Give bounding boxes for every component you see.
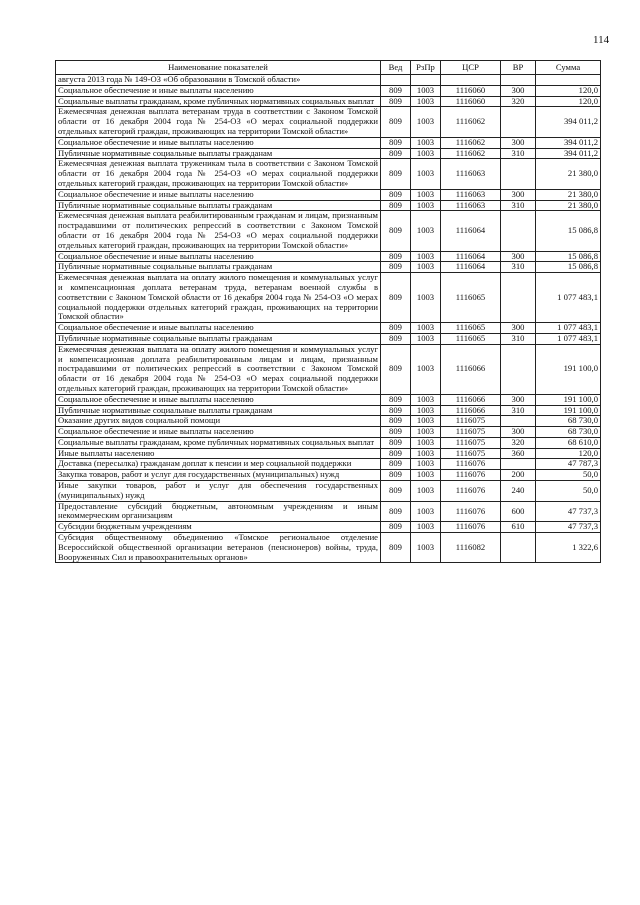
cell-vr <box>501 159 536 189</box>
cell-vr <box>501 273 536 323</box>
cell-rzpr: 1003 <box>411 481 441 502</box>
cell-sum: 15 086,8 <box>536 251 601 262</box>
cell-vr <box>501 75 536 86</box>
cell-rzpr: 1003 <box>411 200 441 211</box>
cell-name: Ежемесячная денежная выплата ветеранам труда в соответствии с Законом Томской области от 16 декабря 2004 года № 254-ОЗ «О мерах социальной поддержки отдельных категорий граждан, проживающих на территории Томской области» <box>56 107 381 137</box>
cell-csr: 1116075 <box>441 448 501 459</box>
cell-sum: 47 787,3 <box>536 459 601 470</box>
cell-rzpr: 1003 <box>411 459 441 470</box>
table-row <box>56 448 601 459</box>
cell-rzpr: 1003 <box>411 211 441 251</box>
cell-sum: 1 077 483,1 <box>536 333 601 344</box>
cell-ved <box>381 75 411 86</box>
cell-ved: 809 <box>381 85 411 96</box>
cell-rzpr: 1003 <box>411 427 441 438</box>
table-row <box>56 501 601 522</box>
cell-vr: 360 <box>501 448 536 459</box>
cell-vr: 600 <box>501 501 536 522</box>
cell-ved: 809 <box>381 148 411 159</box>
cell-name: Социальные выплаты гражданам, кроме публичных нормативных социальных выплат <box>56 437 381 448</box>
cell-csr: 1116062 <box>441 148 501 159</box>
header-sum: Сумма <box>536 61 601 75</box>
cell-csr: 1116065 <box>441 323 501 334</box>
cell-csr: 1116062 <box>441 137 501 148</box>
cell-rzpr: 1003 <box>411 137 441 148</box>
cell-sum: 47 737,3 <box>536 501 601 522</box>
cell-sum: 191 100,0 <box>536 344 601 394</box>
cell-csr: 1116060 <box>441 85 501 96</box>
cell-sum: 68 730,0 <box>536 427 601 438</box>
cell-vr: 310 <box>501 262 536 273</box>
cell-name: Социальное обеспечение и иные выплаты населению <box>56 85 381 96</box>
cell-rzpr: 1003 <box>411 448 441 459</box>
cell-sum: 120,0 <box>536 85 601 96</box>
table-row <box>56 107 601 137</box>
table-row <box>56 481 601 502</box>
cell-name: Публичные нормативные социальные выплаты гражданам <box>56 200 381 211</box>
cell-ved: 809 <box>381 437 411 448</box>
cell-ved: 809 <box>381 333 411 344</box>
cell-name: Ежемесячная денежная выплата реабилитированным гражданам и лицам, признанным пострадавшими от политических репрессий в соответствии с Законом Томской области от 16 декабря 2004 года № 254-ОЗ «О мерах социальной поддержки отдельных категорий граждан, проживающих на территории Томской области» <box>56 211 381 251</box>
table-row <box>56 333 601 344</box>
table-row <box>56 323 601 334</box>
cell-rzpr: 1003 <box>411 522 441 533</box>
page-number: 114 <box>593 34 610 46</box>
cell-vr <box>501 416 536 427</box>
cell-vr <box>501 533 536 563</box>
cell-csr: 1116064 <box>441 211 501 251</box>
cell-csr: 1116075 <box>441 416 501 427</box>
cell-vr: 610 <box>501 522 536 533</box>
cell-sum: 21 380,0 <box>536 200 601 211</box>
cell-ved: 809 <box>381 470 411 481</box>
cell-ved: 809 <box>381 501 411 522</box>
cell-rzpr: 1003 <box>411 85 441 96</box>
cell-csr: 1116065 <box>441 333 501 344</box>
cell-ved: 809 <box>381 211 411 251</box>
table-row <box>56 262 601 273</box>
cell-vr: 300 <box>501 394 536 405</box>
cell-name: Оказание других видов социальной помощи <box>56 416 381 427</box>
header-csr: ЦСР <box>441 61 501 75</box>
cell-ved: 809 <box>381 200 411 211</box>
cell-ved: 809 <box>381 394 411 405</box>
cell-name: Социальное обеспечение и иные выплаты населению <box>56 251 381 262</box>
cell-rzpr: 1003 <box>411 96 441 107</box>
cell-sum: 50,0 <box>536 481 601 502</box>
cell-rzpr: 1003 <box>411 262 441 273</box>
cell-name: Ежемесячная денежная выплата на оплату жилого помещения и коммунальных услуг и компенсационная доплата реабилитированным лицам и лицам, признанным пострадавшими от политических репрессий в соответствии с Законом Томской области от 16 декабря 2004 года № 254-ОЗ «О мерах социальной поддержки отдельных категорий граждан, проживающих на территории Томской области» <box>56 344 381 394</box>
cell-rzpr: 1003 <box>411 273 441 323</box>
cell-name: Субсидия общественному объединению «Томское региональное отделение Всероссийской общественной организации ветеранов (пенсионеров) войны, труда, Вооруженных Сил и правоохранительных органов» <box>56 533 381 563</box>
cell-sum: 50,0 <box>536 470 601 481</box>
cell-rzpr: 1003 <box>411 323 441 334</box>
cell-vr <box>501 344 536 394</box>
cell-name: Предоставление субсидий бюджетным, автономным учреждениям и иным некоммерческим организациям <box>56 501 381 522</box>
cell-sum: 21 380,0 <box>536 189 601 200</box>
cell-rzpr: 1003 <box>411 333 441 344</box>
cell-name: Ежемесячная денежная выплата на оплату жилого помещения и коммунальных услуг и компенсационная доплата ветеранам труда, ветеранам военной службы в соответствии с Законом Томской области от 16 декабря 2004 года № 254-ОЗ «О мерах социальной поддержки отдельных категорий граждан, проживающих на территории Томской области» <box>56 273 381 323</box>
cell-csr: 1116066 <box>441 405 501 416</box>
cell-ved: 809 <box>381 522 411 533</box>
cell-csr: 1116063 <box>441 200 501 211</box>
cell-csr: 1116076 <box>441 481 501 502</box>
header-rzpr: РзПр <box>411 61 441 75</box>
cell-csr: 1116063 <box>441 189 501 200</box>
cell-vr: 310 <box>501 200 536 211</box>
table-body <box>56 75 601 563</box>
cell-csr: 1116063 <box>441 159 501 189</box>
cell-ved: 809 <box>381 159 411 189</box>
cell-sum: 120,0 <box>536 96 601 107</box>
cell-sum: 47 737,3 <box>536 522 601 533</box>
cell-name: Социальные выплаты гражданам, кроме публичных нормативных социальных выплат <box>56 96 381 107</box>
cell-sum: 15 086,8 <box>536 262 601 273</box>
cell-csr: 1116082 <box>441 533 501 563</box>
cell-rzpr: 1003 <box>411 148 441 159</box>
table-row <box>56 148 601 159</box>
header-vr: ВР <box>501 61 536 75</box>
cell-sum: 394 011,2 <box>536 148 601 159</box>
cell-vr <box>501 107 536 137</box>
cell-ved: 809 <box>381 416 411 427</box>
cell-csr: 1116076 <box>441 470 501 481</box>
cell-rzpr: 1003 <box>411 533 441 563</box>
cell-csr: 1116065 <box>441 273 501 323</box>
cell-name: Публичные нормативные социальные выплаты гражданам <box>56 148 381 159</box>
table-row <box>56 251 601 262</box>
cell-ved: 809 <box>381 251 411 262</box>
cell-ved: 809 <box>381 323 411 334</box>
table-row <box>56 470 601 481</box>
table-row <box>56 394 601 405</box>
cell-sum: 394 011,2 <box>536 107 601 137</box>
cell-vr <box>501 211 536 251</box>
cell-csr <box>441 75 501 86</box>
table-row <box>56 522 601 533</box>
table-row <box>56 85 601 96</box>
cell-rzpr: 1003 <box>411 251 441 262</box>
cell-vr: 310 <box>501 405 536 416</box>
cell-ved: 809 <box>381 481 411 502</box>
table-row <box>56 405 601 416</box>
cell-ved: 809 <box>381 533 411 563</box>
cell-vr: 310 <box>501 333 536 344</box>
cell-csr: 1116076 <box>441 501 501 522</box>
table-row <box>56 75 601 86</box>
cell-ved: 809 <box>381 459 411 470</box>
cell-rzpr: 1003 <box>411 501 441 522</box>
cell-ved: 809 <box>381 344 411 394</box>
table-row <box>56 159 601 189</box>
cell-rzpr: 1003 <box>411 189 441 200</box>
cell-name: Социальное обеспечение и иные выплаты населению <box>56 394 381 405</box>
cell-name: Закупка товаров, работ и услуг для государственных (муниципальных) нужд <box>56 470 381 481</box>
header-name: Наименование показателей <box>56 61 381 75</box>
cell-name: Иные выплаты населению <box>56 448 381 459</box>
cell-rzpr: 1003 <box>411 394 441 405</box>
cell-rzpr: 1003 <box>411 344 441 394</box>
cell-sum: 1 077 483,1 <box>536 323 601 334</box>
cell-csr: 1116076 <box>441 522 501 533</box>
cell-vr: 300 <box>501 251 536 262</box>
cell-csr: 1116066 <box>441 344 501 394</box>
cell-vr: 300 <box>501 323 536 334</box>
budget-table <box>55 60 601 563</box>
cell-sum: 120,0 <box>536 448 601 459</box>
cell-name: Социальное обеспечение и иные выплаты населению <box>56 427 381 438</box>
cell-name: Публичные нормативные социальные выплаты гражданам <box>56 262 381 273</box>
table-row <box>56 533 601 563</box>
table-row <box>56 137 601 148</box>
cell-vr: 320 <box>501 437 536 448</box>
cell-ved: 809 <box>381 96 411 107</box>
cell-name: Субсидии бюджетным учреждениям <box>56 522 381 533</box>
cell-vr: 320 <box>501 96 536 107</box>
table-header-row <box>56 61 601 75</box>
table-row <box>56 344 601 394</box>
table-row <box>56 427 601 438</box>
table-row <box>56 416 601 427</box>
table-row <box>56 96 601 107</box>
cell-sum: 21 380,0 <box>536 159 601 189</box>
cell-sum <box>536 75 601 86</box>
cell-vr: 300 <box>501 427 536 438</box>
table-row <box>56 211 601 251</box>
cell-name: Публичные нормативные социальные выплаты гражданам <box>56 405 381 416</box>
cell-ved: 809 <box>381 262 411 273</box>
cell-name: Социальное обеспечение и иные выплаты населению <box>56 189 381 200</box>
cell-name: августа 2013 года № 149-ОЗ «Об образовании в Томской области» <box>56 75 381 86</box>
cell-ved: 809 <box>381 427 411 438</box>
cell-name: Иные закупки товаров, работ и услуг для обеспечения государственных (муниципальных) нужд <box>56 481 381 502</box>
cell-vr: 300 <box>501 137 536 148</box>
cell-rzpr: 1003 <box>411 416 441 427</box>
cell-rzpr: 1003 <box>411 107 441 137</box>
cell-name: Социальное обеспечение и иные выплаты населению <box>56 137 381 148</box>
cell-sum: 1 077 483,1 <box>536 273 601 323</box>
cell-rzpr <box>411 75 441 86</box>
cell-sum: 1 322,6 <box>536 533 601 563</box>
cell-csr: 1116066 <box>441 394 501 405</box>
cell-sum: 68 610,0 <box>536 437 601 448</box>
cell-csr: 1116075 <box>441 427 501 438</box>
cell-sum: 15 086,8 <box>536 211 601 251</box>
cell-ved: 809 <box>381 137 411 148</box>
header-ved: Вед <box>381 61 411 75</box>
cell-name: Социальное обеспечение и иные выплаты населению <box>56 323 381 334</box>
cell-vr: 300 <box>501 85 536 96</box>
cell-ved: 809 <box>381 448 411 459</box>
cell-name: Публичные нормативные социальные выплаты гражданам <box>56 333 381 344</box>
cell-rzpr: 1003 <box>411 159 441 189</box>
cell-sum: 394 011,2 <box>536 137 601 148</box>
table-row <box>56 273 601 323</box>
cell-sum: 68 730,0 <box>536 416 601 427</box>
cell-ved: 809 <box>381 189 411 200</box>
cell-csr: 1116060 <box>441 96 501 107</box>
table-row <box>56 437 601 448</box>
table-row <box>56 189 601 200</box>
cell-vr: 310 <box>501 148 536 159</box>
cell-csr: 1116062 <box>441 107 501 137</box>
table-row <box>56 200 601 211</box>
cell-name: Доставка (пересылка) гражданам доплат к пенсии и мер социальной поддержки <box>56 459 381 470</box>
cell-ved: 809 <box>381 107 411 137</box>
cell-csr: 1116064 <box>441 262 501 273</box>
table-row <box>56 459 601 470</box>
cell-csr: 1116076 <box>441 459 501 470</box>
cell-name: Ежемесячная денежная выплата труженикам тыла в соответствии с Законом Томской области от 16 декабря 2004 года № 254-ОЗ «О мерах социальной поддержки отдельных категорий граждан, проживающих на территории Томской области» <box>56 159 381 189</box>
cell-csr: 1116075 <box>441 437 501 448</box>
cell-vr: 240 <box>501 481 536 502</box>
cell-rzpr: 1003 <box>411 437 441 448</box>
cell-rzpr: 1003 <box>411 405 441 416</box>
cell-ved: 809 <box>381 405 411 416</box>
cell-ved: 809 <box>381 273 411 323</box>
cell-vr: 300 <box>501 189 536 200</box>
cell-csr: 1116064 <box>441 251 501 262</box>
cell-vr: 200 <box>501 470 536 481</box>
cell-rzpr: 1003 <box>411 470 441 481</box>
cell-sum: 191 100,0 <box>536 394 601 405</box>
cell-vr <box>501 459 536 470</box>
cell-sum: 191 100,0 <box>536 405 601 416</box>
